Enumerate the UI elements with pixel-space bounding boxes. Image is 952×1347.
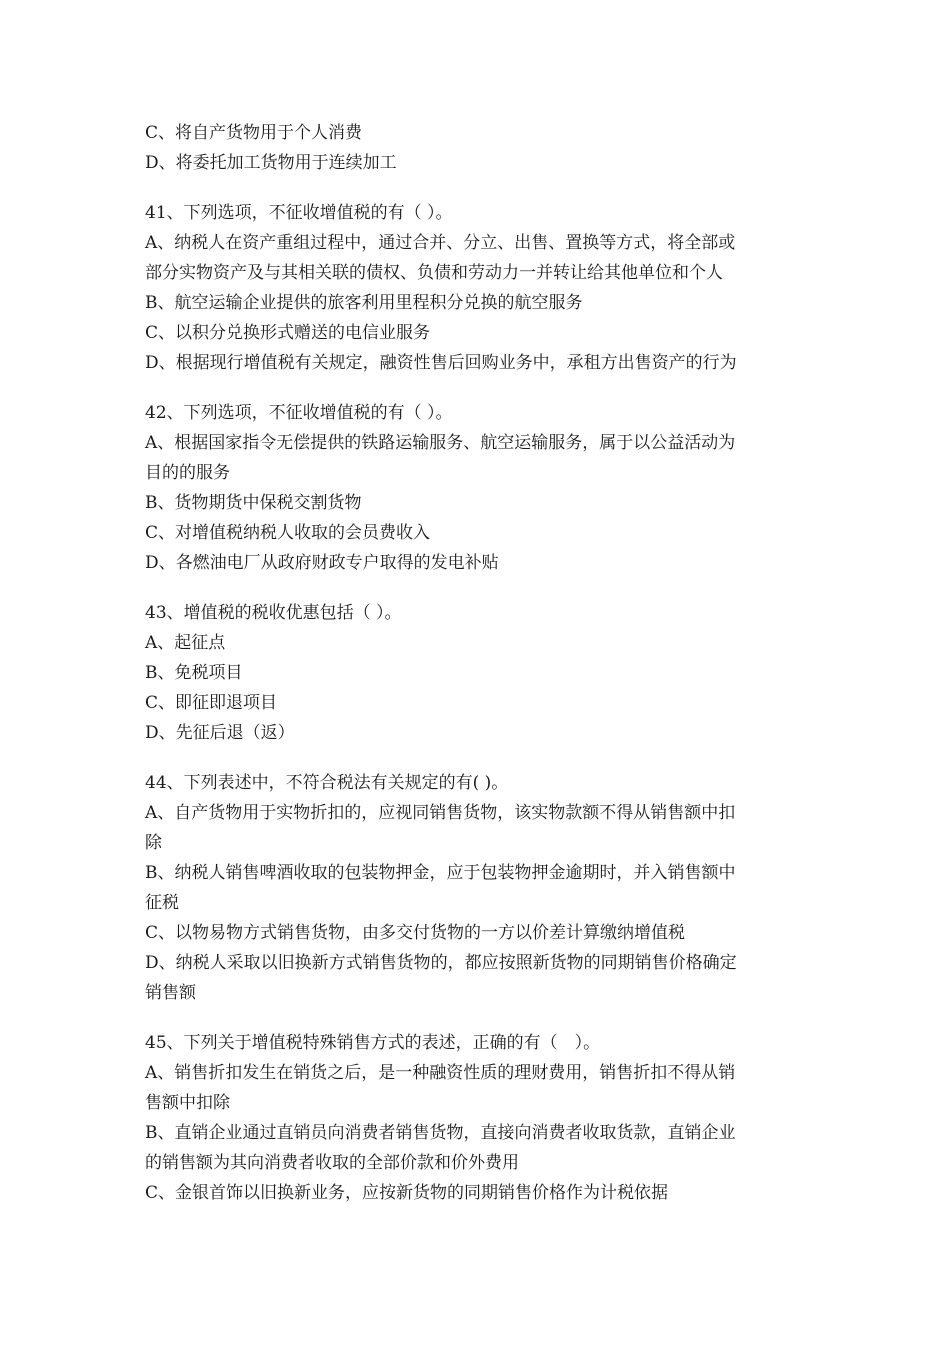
question-stem: 45、下列关于增值税特殊销售方式的表述，正确的有（ ）。: [145, 1033, 601, 1053]
text-line: A、根据国家指令无偿提供的铁路运输服务、航空运输服务，属于以公益活动为: [145, 433, 736, 453]
text-line: 的销售额为其向消费者收取的全部价款和价外费用: [145, 1153, 519, 1173]
text-line: 部分实物资产及与其相关联的债权、负债和劳动力一并转让给其他单位和个人: [145, 263, 723, 283]
text-line: 征税: [145, 893, 179, 913]
question-block: [145, 398, 852, 578]
text-line: B、免税项目: [145, 663, 243, 683]
text-line: C、将自产货物用于个人消费: [145, 123, 363, 143]
text-line: D、先征后退（返）: [145, 723, 295, 743]
text-line: B、直销企业通过直销员向消费者销售货物，直接向消费者收取货款，直销企业: [145, 1123, 736, 1143]
question-block: [145, 768, 852, 1008]
text-line: A、起征点: [145, 633, 226, 653]
text-line: B、航空运输企业提供的旅客利用里程积分兑换的航空服务: [145, 293, 583, 313]
text-line: A、自产货物用于实物折扣的，应视同销售货物，该实物款额不得从销售额中扣: [145, 803, 736, 823]
question-stem: 44、下列表述中，不符合税法有关规定的有( )。: [145, 773, 509, 793]
text-line: A、销售折扣发生在销货之后，是一种融资性质的理财费用，销售折扣不得从销: [145, 1063, 736, 1083]
text-line: C、金银首饰以旧换新业务，应按新货物的同期销售价格作为计税依据: [145, 1183, 669, 1203]
question-block: [145, 198, 852, 378]
question-stem: 41、下列选项，不征收增值税的有（ ）。: [145, 203, 453, 223]
question-stem: 42、下列选项，不征收增值税的有（ ）。: [145, 403, 453, 423]
question-block: [145, 598, 852, 748]
question-block: [145, 118, 852, 178]
text-line: D、将委托加工货物用于连续加工: [145, 153, 397, 173]
question-stem: 43、增值税的税收优惠包括（ ）。: [145, 603, 402, 623]
text-line: 除: [145, 833, 162, 853]
text-line: C、对增值税纳税人收取的会员费收入: [145, 523, 431, 543]
text-line: A、纳税人在资产重组过程中，通过合并、分立、出售、置换等方式，将全部或: [145, 233, 736, 253]
text-line: B、纳税人销售啤酒收取的包装物押金，应于包装物押金逾期时，并入销售额中: [145, 863, 736, 883]
text-line: D、纳税人采取以旧换新方式销售货物的，都应按照新货物的同期销售价格确定: [145, 953, 737, 973]
text-line: 售额中扣除: [145, 1093, 230, 1113]
text-line: C、以物易物方式销售货物，由多交付货物的一方以价差计算缴纳增值税: [145, 923, 686, 943]
text-line: D、各燃油电厂从政府财政专户取得的发电补贴: [145, 553, 499, 573]
text-line: C、以积分兑换形式赠送的电信业服务: [145, 323, 431, 343]
text-line: D、根据现行增值税有关规定，融资性售后回购业务中，承租方出售资产的行为: [145, 353, 737, 373]
text-line: B、货物期货中保税交割货物: [145, 493, 362, 513]
text-line: C、即征即退项目: [145, 693, 278, 713]
question-block: [145, 1028, 852, 1208]
text-line: 销售额: [145, 983, 196, 1003]
text-line: 目的的服务: [145, 463, 230, 483]
